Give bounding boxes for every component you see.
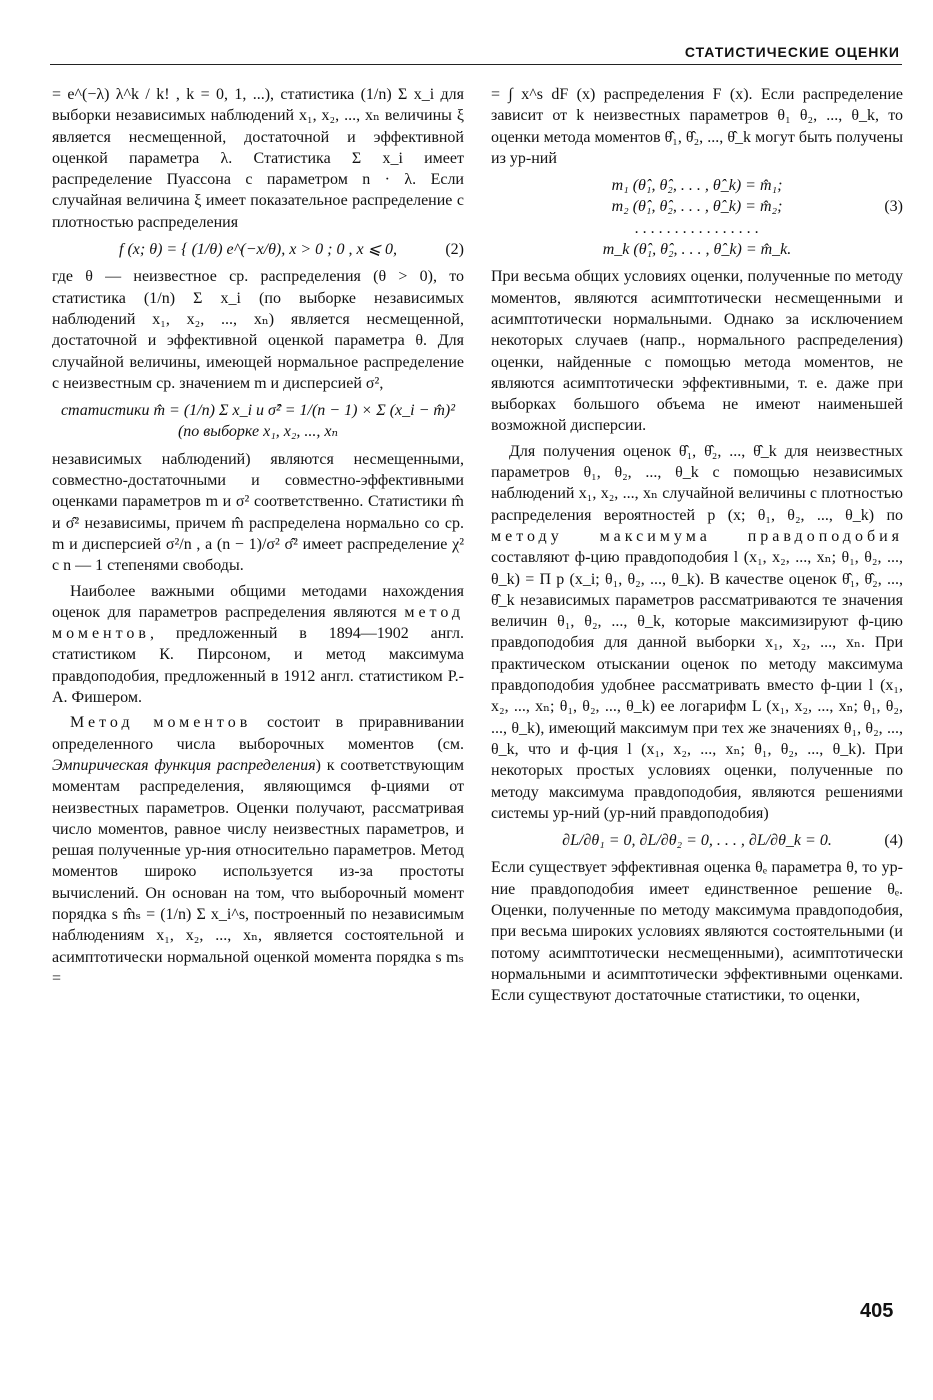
page-number: 405: [860, 1300, 894, 1322]
right-paragraph-1: = ∫ x^s dF (x) распределения F (x). Если распределение зависит от k неизвестных параметров θ₁ θ₂, ..., θ_k, то оценки метода моментов θ̂₁, θ̂₂, ..., θ̂_k могут быть получены из ур-ний: [491, 86, 903, 167]
left-paragraph-5: [52, 712, 464, 989]
equation-3-line-1: m₁ (θ̂₁, θ̂₂, . . . , θ̂_k) = m̂₁;: [611, 177, 783, 195]
right-column: [491, 84, 903, 1006]
maximum-likelihood-term: методу максимума правдоподобия: [491, 527, 903, 545]
equation-3: [491, 175, 903, 260]
header-rule: [50, 64, 902, 65]
left-paragraph-5-rest: ) к соответствующим моментам распределения, являющимся ф-циями от неизвестных параметров. Оценки получают, рассматривая число моментов, равное числу неизвестных параметров, и решая полученные ур-ния относительно параметров. Метод моментов широко используется из-за простоты вычислений. Он основан на том, что выборочный момент порядка s m̂ₛ = (1/n) Σ x_i^s, построенный по независимым наблюдениям x₁, x₂, ..., xₙ, является состоятельной и асимптотически нормальной оценкой момента порядка s mₛ =: [52, 756, 464, 987]
right-paragraph-4: Если существует эффективная оценка θₑ параметра θ, то ур-ние правдоподобия имеет единственное решение θₑ. Оценки, полученные по методу максимума правдоподобия, при весьма широких условиях являются состоятельными (и потому асимптотически несмещенными), асимптотически нормальными и асимптотически эффективными оценками. Если существуют достаточные статистики, то оценки,: [491, 859, 903, 1005]
equation-3-dots: . . . . . . . . . . . . . . . .: [635, 219, 759, 237]
equation-3-number: (3): [884, 198, 903, 216]
right-paragraph-3: [491, 441, 903, 824]
equation-statistics: статистики m̂ = (1/n) Σ x_i и σ̂² = 1/(n − 1) × Σ (x_i − m̂)² (по выборке x₁, x₂, ..., xₙ: [60, 402, 456, 441]
equation-2-number: (2): [445, 241, 464, 259]
left-paragraph-4-text: Наиболее важными общими методами нахождения оценок для параметров распределения являются: [52, 582, 464, 621]
right-paragraph-3-text: Для получения оценок θ̂₁, θ̂₂, ..., θ̂_k для неизвестных параметров θ₁, θ₂, ..., θ_k с помощью независимых наблюдений x₁, x₂, ..., xₙ случайной величины с плотностью распределения вероятностей p (x; θ₁, θ₂, ..., θ_k) по: [491, 442, 903, 524]
equation-3-line-2-body: m₂ (θ̂₁, θ̂₂, . . . , θ̂_k) = m̂₂;: [611, 198, 783, 216]
cross-reference-link[interactable]: Эмпирическая функция распределения: [52, 756, 316, 774]
equation-3-line-2: [491, 196, 903, 217]
running-title: СТАТИСТИЧЕСКИЕ ОЦЕНКИ: [684, 44, 900, 60]
left-paragraph-4-rest: , предложенный в 1894—1902 англ. статистиком К. Пирсоном, и метод максимума правдоподобия, предложенный в 1912 англ. статистиком Р.-А. Фишером.: [52, 625, 464, 707]
equation-3-line-3: m_k (θ̂₁, θ̂₂, . . . , θ̂_k) = m̂_k.: [602, 241, 792, 259]
left-column: [52, 84, 464, 989]
equation-4-body: ∂L/∂θ₁ = 0, ∂L/∂θ₂ = 0, . . . , ∂L/∂θ_k = 0.: [562, 832, 832, 850]
left-paragraph-5-text: состоит в приравнивании определенного числа выборочных моментов (см.: [52, 714, 464, 753]
left-paragraph-2: где θ — неизвестное ср. распределения (θ > 0), то статистика (1/n) Σ x_i (по выборке независимых наблюдений x₁, x₂, ..., xₙ) является несмещенной, достаточной и эффективной оценкой параметра θ. Для случайной величины, имеющей нормальное распределение с неизвестным ср. значением m и дисперсией σ²,: [52, 268, 464, 392]
left-paragraph-4: [52, 581, 464, 709]
method-of-moments-term: метод моментов: [52, 603, 465, 643]
right-paragraph-2: При весьма общих условиях оценки, полученные по методу моментов, являются асимптотически несмещенными и асимптотически нормальными. Однако за исключением некоторых случаев (напр., нормального распределения) оценки, найденные с помощью метода моментов, не являются асимптотически эффективными, т. е. даже при выборках большого объема не имеют наименьшей возможной дисперсии.: [491, 268, 903, 435]
right-paragraph-3-rest: составляют ф-цию правдоподобия l (x₁, x₂, ..., xₙ; θ₁, θ₂, ..., θ_k) = Π p (x_i; θ₁, θ₂, ..., θ_k). В качестве оценок θ̂₁, θ̂₂, ..., θ̂_k независимых параметров рассматриваются те значения величин θ₁, θ₂, ..., θ_k, которые максимизируют ф-цию правдоподобия для данной выборки x₁, x₂, ..., xₙ. При практическом отыскании оценок по методу максимума правдоподобия удобнее рассматривать вместо ф-ции l (x₁, x₂, ..., xₙ; θ₁, θ₂, ..., θ_k) ее логарифм L (x₁, x₂, ..., xₙ; θ₁, θ₂, ..., θ_k), имеющий максимум при тех же значениях θ₁, θ₂, ..., θ_k, что и ф-ция l (x₁, x₂, ..., xₙ; θ₁, θ₂, ..., θ_k). При некоторых простых условиях оценки, полученные по методу максимума правдоподобия, являются решениями системы ур-ний (ур-ний правдоподобия): [491, 549, 903, 822]
left-paragraph-1: = e^(−λ) λ^k / k! , k = 0, 1, ...), статистика (1/n) Σ x_i для выборки независимых наблюдений x₁, x₂, ..., xₙ величины ξ является несмещенной, достаточной и эффективной оценкой параметра λ. Статистика Σ x_i имеет распределение Пуассона с параметром n · λ. Если случайная величина ξ имеет показательное распределение с плотностью распределения: [52, 86, 465, 231]
equation-2-body: f (x; θ) = { (1/θ) e^(−x/θ), x > 0 ; 0 , x ⩽ 0,: [119, 241, 397, 259]
method-of-moments-heading: Метод моментов: [70, 714, 252, 732]
equation-2: [52, 239, 464, 260]
left-paragraph-3: независимых наблюдений) являются несмещенными, совместно-достаточными и совместно-эффективными оценками параметров m и σ² соответственно. Статистики m̂ и σ̂² независимы, причем m̂ распределена нормально со ср. m и дисперсией σ²/n , а (n − 1)/σ² σ̂² имеет распределение χ² с n — 1 степенями свободы.: [52, 450, 464, 575]
equation-4-number: (4): [884, 832, 903, 850]
equation-4: [491, 830, 903, 851]
